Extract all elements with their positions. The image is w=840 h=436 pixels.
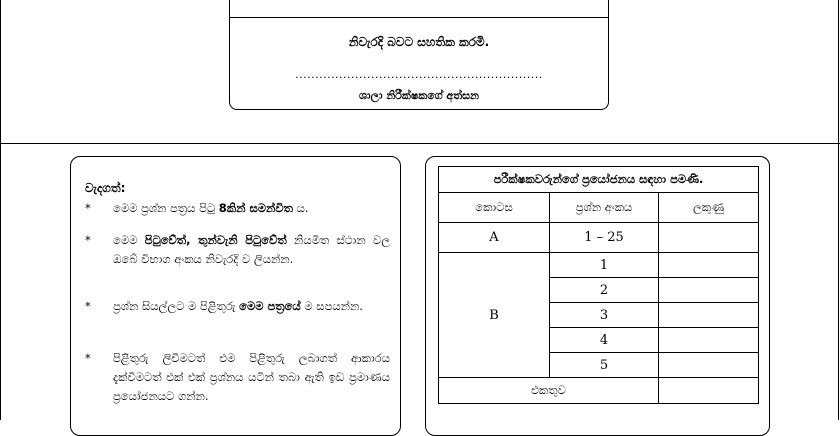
- note-item: [85, 349, 390, 406]
- part-a-marks-cell: [659, 223, 759, 253]
- examiners-use-box: [425, 156, 770, 436]
- marks-table: [438, 166, 759, 404]
- total-marks-cell: [659, 378, 759, 404]
- section-divider: [0, 143, 840, 144]
- certification-statement: නිවැරදි බවට සහතික කරමි.: [348, 35, 490, 49]
- signature-label: ශාලා නිරීක්ෂකගේ අත්සන: [359, 89, 479, 102]
- bullet-star: *: [85, 299, 91, 313]
- column-header-section: කොටස: [439, 193, 550, 223]
- part-b-question: 4: [550, 328, 659, 353]
- marks-cell: [659, 303, 759, 328]
- important-notes-box: [70, 156, 401, 436]
- upper-box: [229, 0, 609, 18]
- signature-line: ..............................................................: [295, 68, 543, 81]
- part-b-question: 2: [550, 278, 659, 303]
- note-item: [85, 231, 390, 269]
- note-item: [85, 199, 390, 218]
- certification-box: [229, 17, 609, 110]
- marks-cell: [659, 278, 759, 303]
- notes-title: වැදගත්:: [85, 181, 126, 195]
- marks-cell: [659, 253, 759, 278]
- part-b-question: 3: [550, 303, 659, 328]
- note-bold-text: 8කින් සමන්විත: [218, 201, 293, 215]
- bullet-star: *: [85, 201, 91, 215]
- column-header-question: ප්‍රශ්න අංකය: [550, 193, 659, 223]
- total-label: එකතුව: [439, 378, 659, 404]
- bullet-star: *: [85, 233, 91, 247]
- note-text: ය.: [292, 201, 309, 215]
- marks-table-title: පරීක්ෂකවරුන්ගේ ප්‍රයෝජනය සඳහා පමණි.: [439, 167, 759, 193]
- note-bold-text: මෙම පත්‍රයේ: [239, 299, 301, 313]
- note-item: [85, 297, 390, 316]
- note-text: මෙම ප්‍රශ්න පත්‍රය පිටු: [113, 201, 219, 215]
- note-text: ප්‍රශ්න සියල්ලට ම පිළිතුරු: [113, 299, 240, 313]
- note-text: මෙම: [113, 233, 145, 247]
- note-bold-text: පිටුවේත්, තුන්වැනි පිටුවේත්: [144, 233, 287, 247]
- section-b: B: [439, 253, 550, 378]
- part-a-question-range: 1 – 25: [550, 223, 659, 253]
- bullet-star: *: [85, 351, 91, 365]
- note-text: ම සපයන්න.: [300, 299, 363, 313]
- note-text: නියමිත ස්ථාන වල ඔබේ විභාග අංකය නිවැරදි ව ලියන්න.: [113, 233, 390, 266]
- note-text: පිළිතුරු ලිවීමටත් එම පිළිතුරු ලබාගත් ආකාරය දැක්වීමටත් එක් එක් ප්‍රශ්නය යටින් තබා ඇති ඉඩ ප්‍රමාණය ප්‍රයෝජනයට ගන්න.: [113, 351, 390, 403]
- column-header-marks: ලකුණු: [659, 193, 759, 223]
- section-a: A: [439, 223, 550, 253]
- marks-cell: [659, 328, 759, 353]
- marks-cell: [659, 353, 759, 378]
- part-b-question: 1: [550, 253, 659, 278]
- part-b-question: 5: [550, 353, 659, 378]
